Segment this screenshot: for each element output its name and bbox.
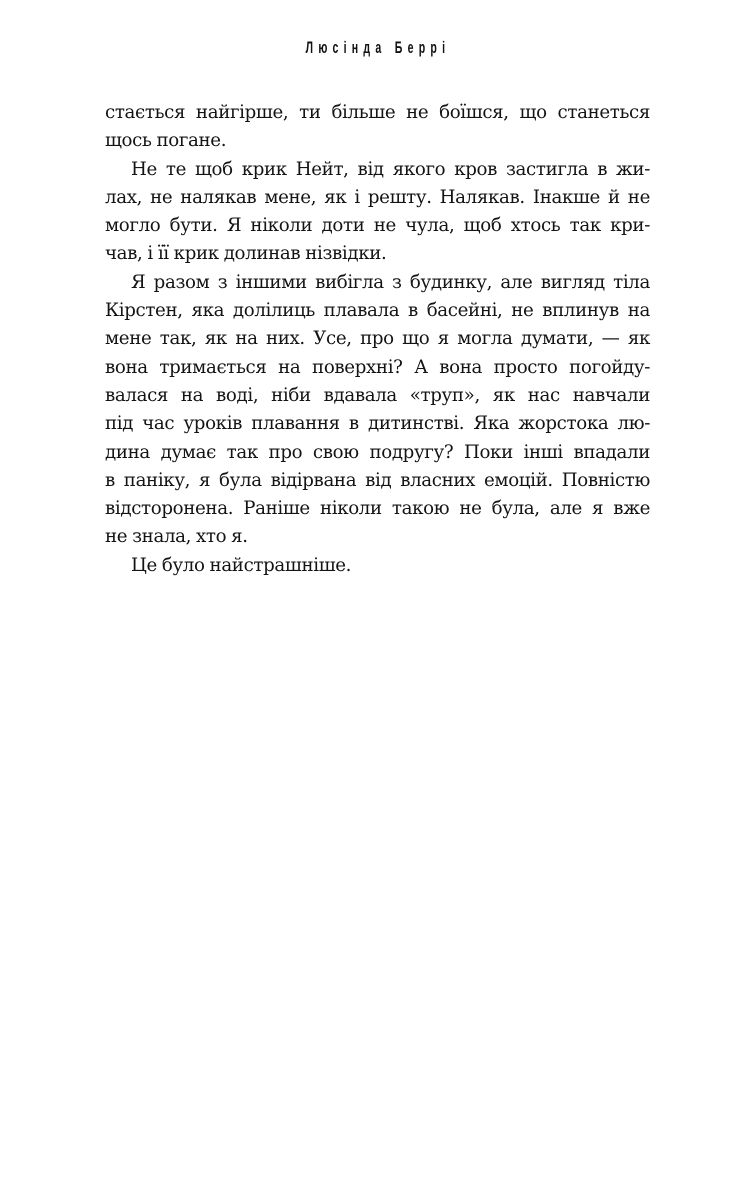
text-line: Я разом з іншими вибігла з будинку, але вигляд тіла bbox=[131, 271, 650, 293]
text-line: валася на воді, ніби вдавала «труп», як нас навчали bbox=[105, 384, 650, 406]
paragraph-3 bbox=[105, 269, 650, 552]
text-line: дина думає так про свою подругу? Поки інші впадали bbox=[105, 441, 650, 463]
text-line: Це було найстрашніше. bbox=[131, 554, 352, 576]
text-line: відсторонена. Раніше ніколи такою не була, але я вже bbox=[105, 498, 650, 520]
text-line: стається найгірше, ти більше не боїшся, що станеться bbox=[105, 102, 650, 123]
text-line: чав, і її крик долинав нізвідки. bbox=[105, 243, 387, 265]
running-header-author: Люсінда Беррі bbox=[305, 38, 451, 57]
text-line: лах, не налякав мене, як і решту. Налякав. Інакше й не bbox=[105, 186, 650, 208]
text-line: Кірстен, яка долілиць плавала в басейні, не вплинув на bbox=[105, 300, 650, 322]
text-line: в паніку, я була відірвана від власних емоцій. Повністю bbox=[105, 469, 650, 491]
paragraph-1 bbox=[105, 99, 650, 156]
paragraph-2 bbox=[105, 156, 650, 269]
text-line: могло бути. Я ніколи доти не чула, щоб хтось так кри- bbox=[105, 215, 650, 237]
text-line: під час уроків плавання в дитинстві. Яка жорстока лю- bbox=[105, 413, 650, 435]
text-line: вона тримається на поверхні? А вона просто погойду- bbox=[105, 356, 650, 378]
text-line: мене так, як на них. Усе, про що я могла думати, — як bbox=[105, 328, 650, 350]
text-line: Не те щоб крик Нейт, від якого кров застигла в жи- bbox=[131, 158, 650, 180]
body-text bbox=[105, 99, 650, 580]
text-line: щось погане. bbox=[105, 130, 227, 152]
paragraph-4 bbox=[105, 552, 650, 580]
text-line: не знала, хто я. bbox=[105, 526, 248, 548]
